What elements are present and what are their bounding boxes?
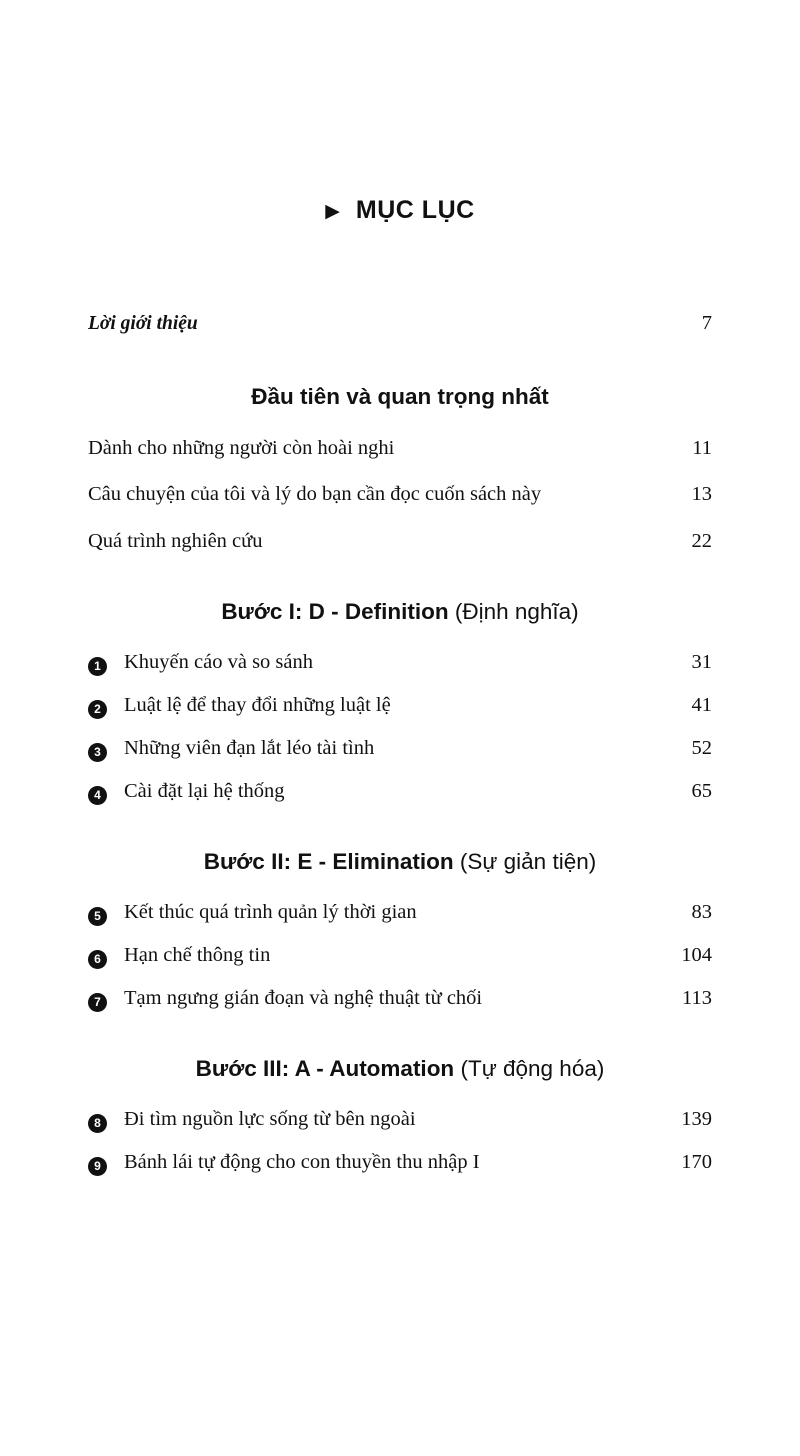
section-heading-text: Bước II: E - Elimination xyxy=(203,849,454,875)
toc-entry-page: 13 xyxy=(691,483,712,506)
toc-page xyxy=(0,196,800,1456)
toc-entry-page: 83 xyxy=(691,901,712,924)
section-items-0 xyxy=(88,436,712,554)
toc-entry-page: 113 xyxy=(682,987,712,1010)
toc-entry-label: Hạn chế thông tin xyxy=(124,944,271,967)
toc-entry-page: 22 xyxy=(691,529,712,552)
toc-entry[interactable] xyxy=(88,901,712,924)
toc-entry-label: Những viên đạn lắt léo tài tình xyxy=(124,737,375,760)
toc-entry[interactable] xyxy=(88,482,712,507)
toc-entry-label: Bánh lái tự động cho con thuyền thu nhập I xyxy=(124,1151,480,1174)
item-number-badge: 5 xyxy=(88,907,107,926)
toc-entry-page: 65 xyxy=(691,780,712,803)
toc-entry-page: 52 xyxy=(691,737,712,760)
toc-entry[interactable] xyxy=(88,1151,712,1174)
item-number-badge: 4 xyxy=(88,786,107,805)
toc-entry-page: 41 xyxy=(691,694,712,717)
toc-entry-page: 31 xyxy=(691,651,712,674)
page-title xyxy=(88,196,712,225)
item-number-badge: 6 xyxy=(88,950,107,969)
item-number-badge: 9 xyxy=(88,1157,107,1176)
section-items-2 xyxy=(88,901,712,1010)
item-number-badge: 8 xyxy=(88,1114,107,1133)
toc-entry-page: 104 xyxy=(681,944,712,967)
spacer xyxy=(88,717,712,737)
toc-entry-label: Lời giới thiệu xyxy=(88,313,198,334)
item-number-badge: 1 xyxy=(88,657,107,676)
item-number-badge: 7 xyxy=(88,993,107,1012)
section-heading-text: Bước I: D - Definition xyxy=(221,599,449,625)
toc-entry-label: Cài đặt lại hệ thống xyxy=(124,780,285,803)
toc-entry-page: 139 xyxy=(681,1108,712,1131)
toc-entry[interactable] xyxy=(88,944,712,967)
toc-entry[interactable] xyxy=(88,651,712,674)
spacer xyxy=(88,924,712,944)
toc-entry-intro[interactable] xyxy=(88,311,712,336)
toc-entry-label: Câu chuyện của tôi và lý do bạn cần đọc cuốn sách này xyxy=(88,483,542,506)
section-heading-1 xyxy=(88,599,712,625)
section-heading-text: Bước III: A - Automation xyxy=(195,1056,455,1082)
toc-entry-page: 170 xyxy=(681,1151,712,1174)
section-heading-paren: (Định nghĩa) xyxy=(454,599,579,625)
section-heading-paren: (Tự động hóa) xyxy=(460,1056,605,1082)
toc-entry-label: Luật lệ để thay đổi những luật lệ xyxy=(124,694,391,717)
toc-entry[interactable] xyxy=(88,694,712,717)
toc-entry[interactable] xyxy=(88,737,712,760)
section-heading-paren: (Sự giản tiện) xyxy=(459,849,597,875)
toc-entry[interactable] xyxy=(88,529,712,554)
spacer xyxy=(88,760,712,780)
section-items-3 xyxy=(88,1108,712,1174)
spacer xyxy=(88,507,712,529)
toc-entry-page: 11 xyxy=(692,436,712,459)
toc-entry-page: 7 xyxy=(701,312,712,334)
spacer xyxy=(88,967,712,987)
toc-entry-label: Quá trình nghiên cứu xyxy=(88,529,263,552)
spacer xyxy=(88,674,712,694)
section-heading-0 xyxy=(88,384,712,410)
toc-entry-label: Tạm ngưng gián đoạn và nghệ thuật từ chối xyxy=(124,987,483,1010)
spacer xyxy=(88,1131,712,1151)
toc-entry[interactable] xyxy=(88,780,712,803)
section-heading-text: Đầu tiên và quan trọng nhất xyxy=(251,383,549,409)
section-heading-3 xyxy=(88,1056,712,1082)
item-number-badge: 3 xyxy=(88,743,107,762)
toc-entry[interactable] xyxy=(88,1108,712,1131)
section-heading-2 xyxy=(88,849,712,875)
toc-entry-label: Đi tìm nguồn lực sống từ bên ngoài xyxy=(124,1108,416,1131)
toc-entry-label: Dành cho những người còn hoài nghi xyxy=(88,436,395,459)
item-number-badge: 2 xyxy=(88,700,107,719)
triangle-right-icon: ▶ xyxy=(325,201,340,222)
toc-entry-label: Khuyến cáo và so sánh xyxy=(124,651,314,674)
toc-entry[interactable] xyxy=(88,436,712,461)
toc-entry[interactable] xyxy=(88,987,712,1010)
toc-entry-label: Kết thúc quá trình quản lý thời gian xyxy=(124,901,417,924)
spacer xyxy=(88,460,712,482)
page-title-text: MỤC LỤC xyxy=(355,196,475,224)
section-items-1 xyxy=(88,651,712,803)
